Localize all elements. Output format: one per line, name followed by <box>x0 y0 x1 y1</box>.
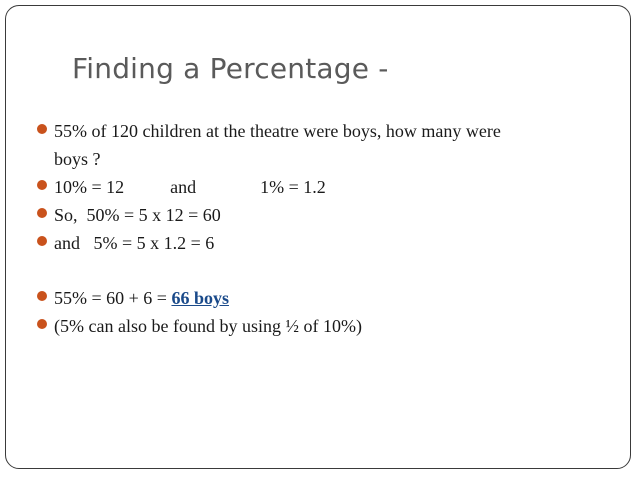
bullet-dot-icon <box>37 124 47 134</box>
bullet-dot-icon <box>37 319 47 329</box>
bullet-dot-icon <box>37 208 47 218</box>
bullet-text-and: and <box>170 177 197 197</box>
bullet-item-problem <box>36 117 596 173</box>
bullet-dot-icon <box>37 180 47 190</box>
bullet-text-one-percent: 1% = 1.2 <box>260 177 326 197</box>
bullet-text-five-percent: and 5% = 5 x 1.2 = 6 <box>54 233 215 253</box>
answer-value: 66 boys <box>171 288 229 308</box>
bullet-text-tip: (5% can also be found by using ½ of 10%) <box>54 316 362 336</box>
bullet-text-problem-line1: 55% of 120 children at the theatre were boys, how many were <box>54 121 501 141</box>
bullet-list <box>36 117 596 340</box>
bullet-item-ten-and-one-percent <box>36 173 596 201</box>
bullet-text-fifty-percent: So, 50% = 5 x 12 = 60 <box>54 205 221 225</box>
bullet-text-ten-percent: 10% = 12 <box>54 177 125 197</box>
slide-title: Finding a Percentage - <box>72 52 389 85</box>
bullet-dot-icon <box>37 291 47 301</box>
bullet-text-answer-prefix: 55% = 60 + 6 = <box>54 288 172 308</box>
bullet-item-fifty-percent <box>36 201 596 229</box>
bullet-item-tip <box>36 312 596 340</box>
bullet-text-problem-line2: boys ? <box>54 149 101 169</box>
bullet-dot-icon <box>37 236 47 246</box>
bullet-item-five-percent <box>36 229 596 257</box>
bullet-item-answer <box>36 284 596 312</box>
